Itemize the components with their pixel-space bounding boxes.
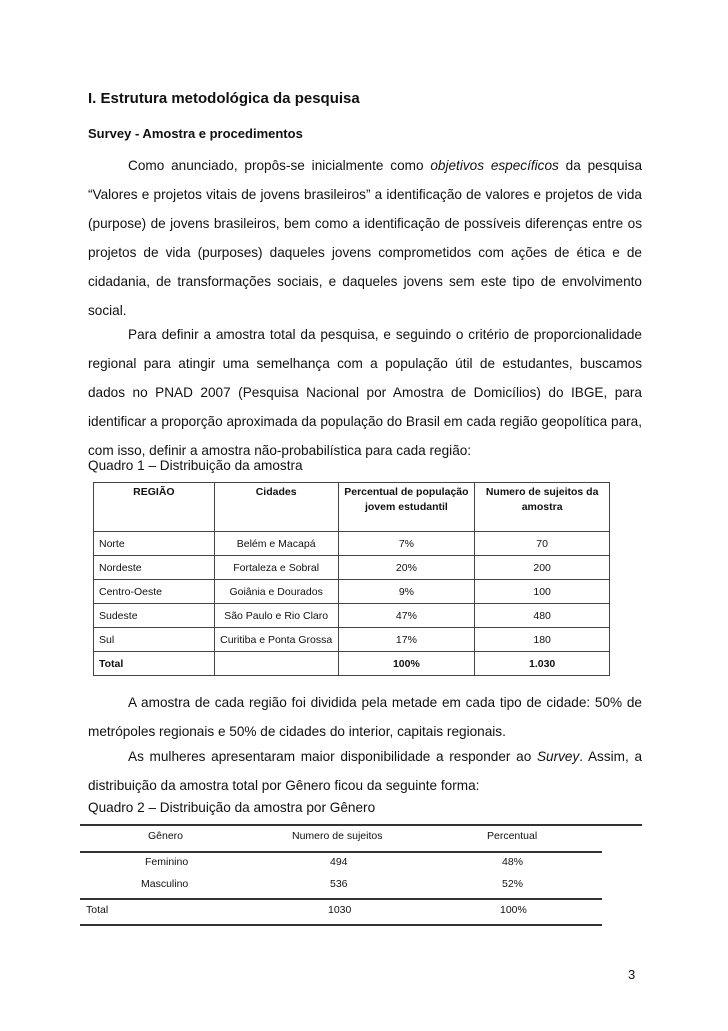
paragraph-sample: Para definir a amostra total da pesquisa, e seguindo o critério de proporcionalidade regional para atingir uma semelhança com a população útil de estudantes, buscamos dados no PNAD 2007 (Pesquisa Nacional por Amostra de Domicílios) do IBGE, para identificar a proporção aproximada da população do Brasil em cada região geopolítica para, com isso, definir a amostra não-probabilística para cada região: xyxy=(88,327,642,458)
header-cities: Cidades xyxy=(214,483,338,532)
cell-region: Centro-Oeste xyxy=(94,580,215,604)
cell-cities: Belém e Macapá xyxy=(214,532,338,556)
cell-subjects: 480 xyxy=(475,604,610,628)
cell-cities: Goiânia e Dourados xyxy=(214,580,338,604)
cell-gender: Masculino xyxy=(141,878,189,890)
cell-percent: 52% xyxy=(502,878,524,890)
paragraph-division: A amostra de cada região foi dividida pela metade em cada tipo de cidade: 50% de metrópoles regionais e 50% de cidades do interior, capitais regionais. xyxy=(88,695,642,739)
header-region: REGIÃO xyxy=(94,483,215,532)
cell-total-cities xyxy=(214,652,338,676)
table-header-row xyxy=(80,830,642,850)
header-subjects: Numero de sujeitos da amostra xyxy=(475,483,610,532)
table-row xyxy=(94,532,610,556)
table-bottom-rule xyxy=(80,924,602,926)
cell-cities: São Paulo e Rio Claro xyxy=(214,604,338,628)
cell-subjects: 494 xyxy=(330,856,348,868)
cell-total-subjects: 1.030 xyxy=(475,652,610,676)
cell-total-percent: 100% xyxy=(338,652,475,676)
header-percent: Percentual de população jovem estudantil xyxy=(338,483,475,532)
paragraph-gender: As mulheres apresentaram maior disponibilidade a responder ao Survey. Assim, a distribuição da amostra total por Gênero ficou da seguinte forma: xyxy=(88,749,643,793)
table-row xyxy=(94,628,610,652)
header-gender: Gênero xyxy=(148,830,184,842)
cell-cities: Fortaleza e Sobral xyxy=(214,556,338,580)
cell-total-subjects: 1030 xyxy=(328,904,352,916)
cell-total-percent: 100% xyxy=(500,904,527,916)
header-subjects: Numero de sujeitos xyxy=(292,830,383,842)
cell-percent: 47% xyxy=(338,604,475,628)
header-percent: Percentual xyxy=(487,830,538,842)
table-row xyxy=(94,580,610,604)
cell-percent: 20% xyxy=(338,556,475,580)
cell-total-label: Total xyxy=(94,652,215,676)
table-total-row xyxy=(80,904,642,924)
cell-percent: 17% xyxy=(338,628,475,652)
subsection-heading: Survey - Amostra e procedimentos xyxy=(88,126,303,141)
sample-distribution-table xyxy=(93,482,610,676)
table-row xyxy=(94,604,610,628)
cell-subjects: 200 xyxy=(475,556,610,580)
cell-subjects: 536 xyxy=(330,878,348,890)
cell-cities: Curitiba e Ponta Grossa xyxy=(214,628,338,652)
cell-percent: 7% xyxy=(338,532,475,556)
page-number: 3 xyxy=(628,967,636,982)
cell-percent: 9% xyxy=(338,580,475,604)
table-mid-rule xyxy=(80,898,602,900)
table-row xyxy=(80,856,642,876)
cell-region: Sul xyxy=(94,628,215,652)
paragraph-objectives: Como anunciado, propôs-se inicialmente como objetivos específicos da pesquisa “Valores e projetos vitais de jovens brasileiros” a identificação de valores e projetos de vida (purpose) de jovens brasileiros, bem como a identificação de possíveis diferenças entre os projetos de vida (purposes) daqueles jovens comprometidos com ações de ética e de cidadania, de transformações sociais, e daqueles jovens sem este tipo de envolvimento social. xyxy=(88,158,642,318)
table-header-row xyxy=(94,483,610,532)
cell-region: Norte xyxy=(94,532,215,556)
table-row xyxy=(94,556,610,580)
cell-total-label: Total xyxy=(86,904,109,916)
italic-term: objetivos específicos xyxy=(430,158,559,173)
cell-gender: Feminino xyxy=(145,856,189,868)
cell-region: Sudeste xyxy=(94,604,215,628)
table-header-rule xyxy=(80,851,602,853)
table2-caption: Quadro 2 – Distribuição da amostra por Gênero xyxy=(88,800,376,815)
italic-term: Survey xyxy=(536,749,580,764)
table-total-row xyxy=(94,652,610,676)
cell-percent: 48% xyxy=(502,856,524,868)
cell-subjects: 100 xyxy=(475,580,610,604)
table1-caption: Quadro 1 – Distribuição da amostra xyxy=(88,458,303,473)
table-top-rule xyxy=(80,824,642,826)
cell-subjects: 180 xyxy=(475,628,610,652)
section-heading: I. Estrutura metodológica da pesquisa xyxy=(88,90,360,107)
cell-subjects: 70 xyxy=(475,532,610,556)
table-row xyxy=(80,878,642,898)
cell-region: Nordeste xyxy=(94,556,215,580)
